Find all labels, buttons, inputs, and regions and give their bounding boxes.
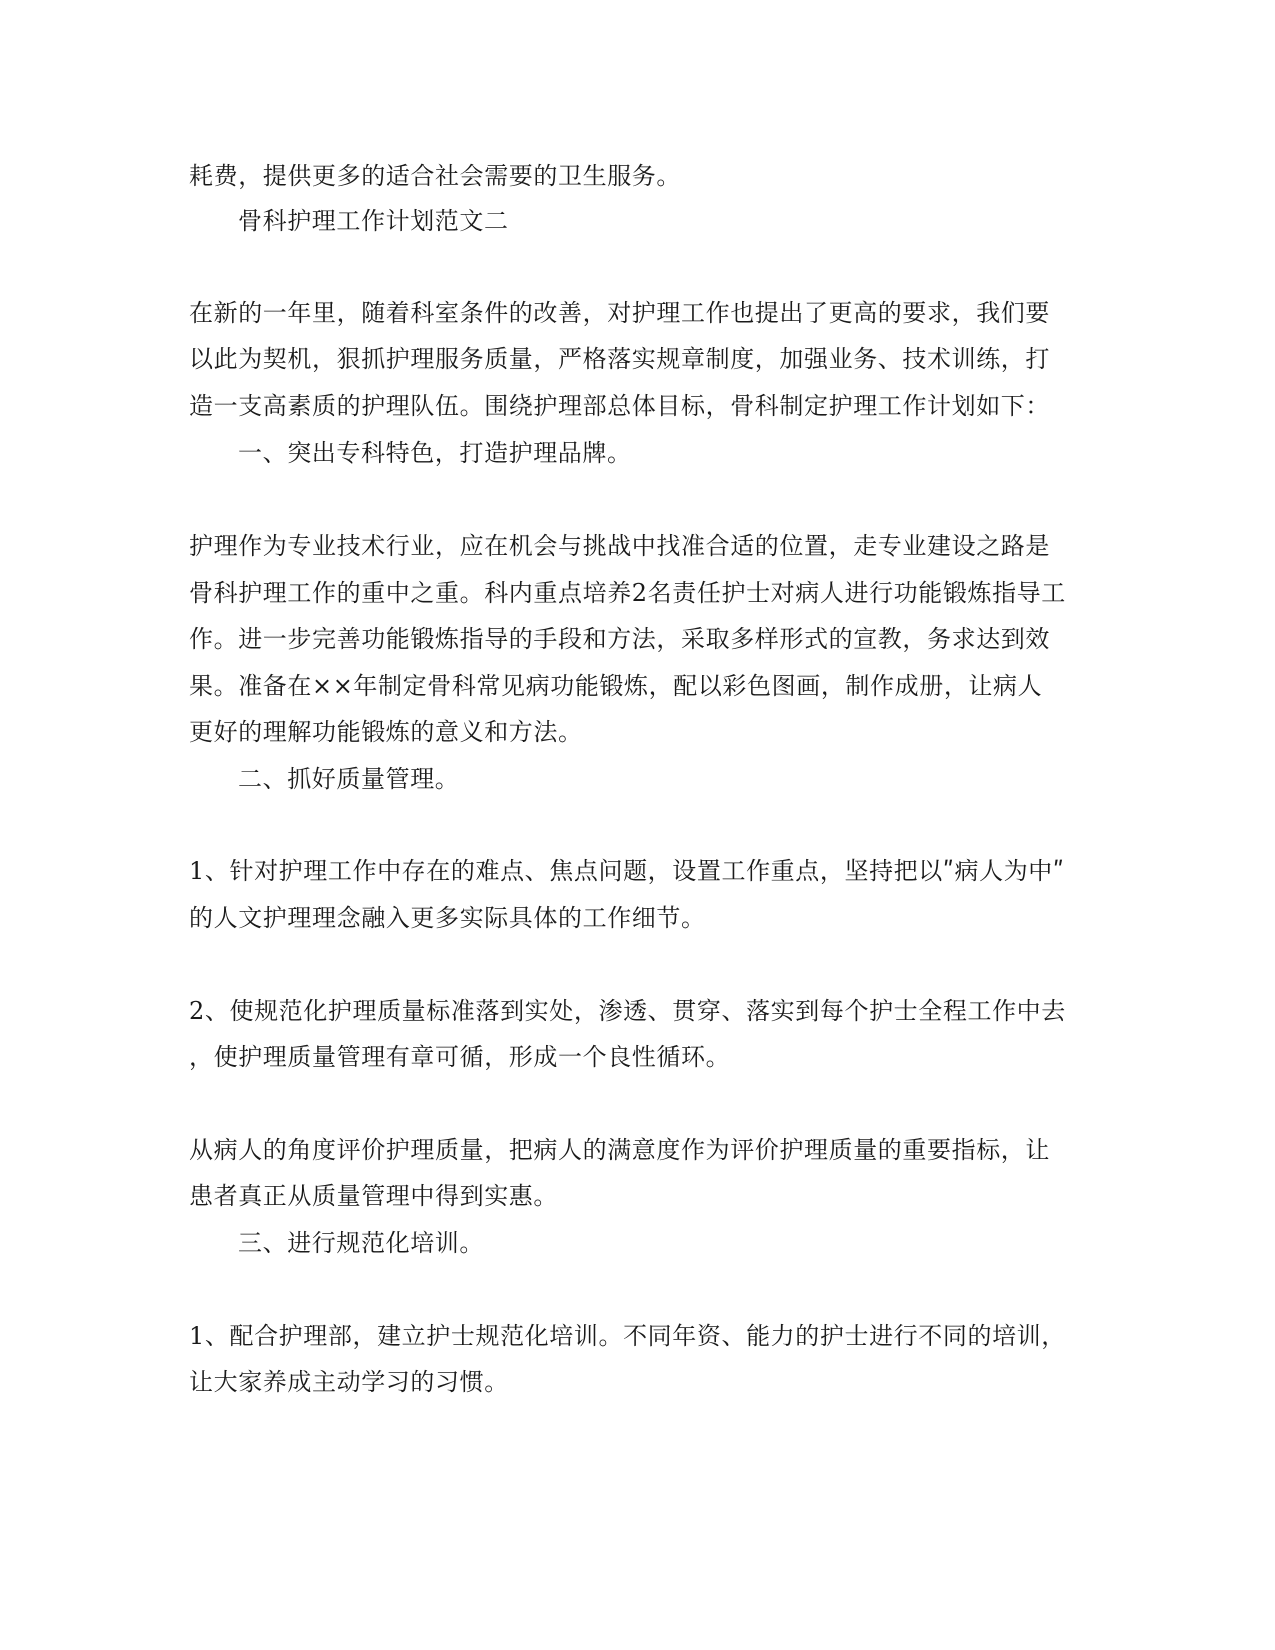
text-line: 耗费，提供更多的适合社会需要的卫生服务。	[189, 162, 681, 190]
text-line: ，使护理质量管理有章可循，形成一个良性循环。	[189, 1043, 731, 1071]
text-line: 患者真正从质量管理中得到实惠。	[189, 1182, 558, 1210]
section-title: 骨科护理工作计划范文二	[238, 207, 509, 235]
text-line: 在新的一年里，随着科室条件的改善，对护理工作也提出了更高的要求，我们要	[189, 299, 1050, 327]
heading-2: 二、抓好质量管理。	[238, 765, 460, 793]
text-line: 的人文护理理念融入更多实际具体的工作细节。	[189, 904, 706, 932]
text-line: 1、配合护理部，建立护士规范化培训。不同年资、能力的护士进行不同的培训，	[189, 1322, 1066, 1350]
text-line: 以此为契机，狠抓护理服务质量，严格落实规章制度，加强业务、技术训练，打	[189, 345, 1050, 373]
text-line: 护理作为专业技术行业，应在机会与挑战中找准合适的位置，走专业建设之路是	[189, 532, 1050, 560]
text-line: 果。准备在××年制定骨科常见病功能锻炼，配以彩色图画，制作成册，让病人	[189, 672, 1043, 700]
text-line: 更好的理解功能锻炼的意义和方法。	[189, 718, 583, 746]
text-line: 1、针对护理工作中存在的难点、焦点问题，设置工作重点，坚持把以ʺ病人为中ʺ	[189, 857, 1065, 885]
heading-1: 一、突出专科特色，打造护理品牌。	[238, 439, 632, 467]
text-line: 骨科护理工作的重中之重。科内重点培养2名责任护士对病人进行功能锻炼指导工	[189, 579, 1066, 607]
text-line: 作。进一步完善功能锻炼指导的手段和方法，采取多样形式的宣教，务求达到效	[189, 625, 1050, 653]
heading-3: 三、进行规范化培训。	[238, 1229, 484, 1257]
text-line: 2、使规范化护理质量标准落到实处，渗透、贯穿、落实到每个护士全程工作中去	[189, 997, 1066, 1025]
text-line: 造一支高素质的护理队伍。围绕护理部总体目标，骨科制定护理工作计划如下：	[189, 392, 1050, 420]
text-line: 从病人的角度评价护理质量，把病人的满意度作为评价护理质量的重要指标，让	[189, 1136, 1050, 1164]
text-line: 让大家养成主动学习的习惯。	[189, 1368, 509, 1396]
